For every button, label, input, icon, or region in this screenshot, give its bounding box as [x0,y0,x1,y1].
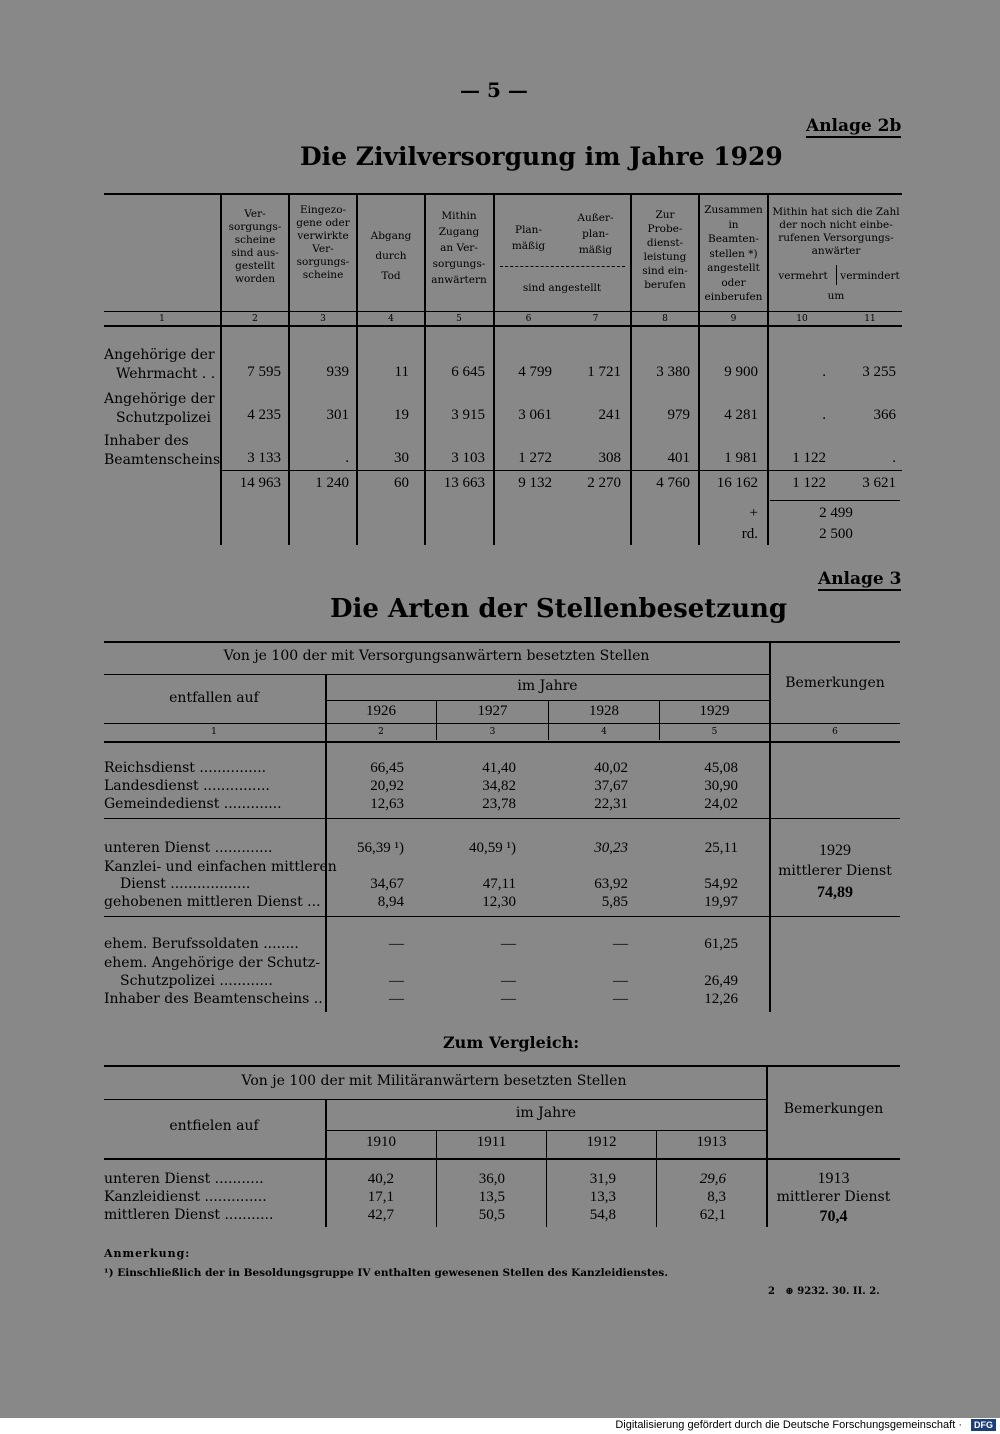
t3-year: 1910 [366,1134,396,1150]
t2-cell: 25,11 [704,840,738,856]
t2-cell: 12,30 [482,894,516,910]
t2-cell: 12,63 [370,796,404,812]
t1-plus: + [749,505,758,521]
t3-cell: 40,2 [367,1171,394,1187]
t1-cell: 979 [667,407,690,423]
t1-cell: 401 [667,450,690,466]
t2-cell: — [613,936,628,952]
t1-total-cell: 1 240 [315,475,349,491]
t2-im-jahre: im Jahre [517,678,578,694]
t2-cell: 54,92 [704,876,738,892]
t1-row-label: Angehörige der Wehrmacht . . [104,347,216,382]
t2-cell: — [501,991,516,1007]
t1-total-cell: 4 760 [656,475,690,491]
t2-row-label: Dienst .................. [120,876,251,892]
t2-cell: 12,26 [704,991,738,1007]
t2-bemerkungen: Bemerkungen [785,675,885,691]
t2-cell: — [501,936,516,952]
t1-header-zugang: Mithin Zugang an Ver- sorgungs- anwärtern [431,210,487,286]
t2-cell: 8,94 [377,894,404,910]
t1-header-vermehrt: vermehrt [778,270,828,282]
t1-cell: 4 235 [247,407,281,423]
t1-total-cell: 16 162 [716,475,758,491]
t2-remark: 1929 mittlerer Dienst 74,89 [778,842,892,901]
t3-year: 1912 [586,1134,617,1150]
t1-rd: rd. [741,526,758,542]
t2-colnum: 5 [711,727,718,737]
t1-header-vermindert: vermindert [840,270,900,282]
t2-row-label: ehem. Berufssoldaten ........ [104,936,299,952]
t1-cell: 3 103 [451,450,485,466]
t2-top-header: Von je 100 der mit Versorgungsanwärtern besetzten Stellen [223,648,650,664]
t1-colnum: 6 [525,314,532,324]
t1-cell: 3 255 [862,364,896,380]
t2-row-label: Schutzpolizei ............ [120,973,273,989]
t2-row-label: Landesdienst ............... [104,778,270,794]
t1-colnum: 11 [864,314,876,324]
t1-header-ausserplanmaessig: Außer- plan- mäßig [577,212,614,256]
t3-year: 1911 [476,1134,507,1150]
t2-cell: 20,92 [370,778,404,794]
t1-total-cell: 2 270 [587,475,621,491]
t1-total-cell: 9 132 [518,475,552,491]
t3-cell: 13,3 [589,1189,616,1205]
t3-cell: 8,3 [707,1189,726,1205]
t2-cell: 26,49 [704,973,738,989]
t3-top-header: Von je 100 der mit Militäranwärtern besetzten Stellen [241,1073,627,1089]
t2-row-label: Reichsdienst ............... [104,760,267,776]
t1-cell: 30 [394,450,409,466]
t1-cell: . [822,407,826,423]
t3-cell: 36,0 [478,1171,505,1187]
t3-cell: 29,6 [699,1171,726,1187]
t1-header-eingezogene: Eingezo- gene oder verwirkte Ver- sorgungs- scheine [296,204,350,281]
t2-cell: 24,02 [704,796,738,812]
t1-colnum: 9 [730,314,737,324]
t2-cell: — [613,973,628,989]
t1-cell: 3 380 [656,364,690,380]
t1-total-cell: 14 963 [239,475,281,491]
t1-cell: 301 [326,407,349,423]
t3-cell: 50,5 [478,1207,505,1223]
t2-year: 1929 [699,703,730,719]
t2-cell: 34,82 [482,778,516,794]
t3-row-label: Kanzleidienst .............. [104,1189,267,1205]
t1-cell: 241 [598,407,621,423]
t3-entfielen: entfielen auf [169,1118,259,1134]
t2-colnum: 6 [832,727,838,737]
t2-year: 1926 [366,703,396,719]
t1-cell: 11 [394,364,409,380]
t3-cell: 13,5 [478,1189,505,1205]
footnote-text: ¹) Einschließlich der in Besoldungsgruppe IV enthalten gewesenen Stellen des Kanzleidienstes. [104,1267,668,1279]
t1-cell: 366 [873,407,896,423]
t2-row-label: Inhaber des Beamtenscheins .. [104,991,323,1007]
t2-cell: — [389,936,404,952]
t1-colnum: 4 [388,314,394,324]
dfg-logo: DFG [971,1419,996,1431]
t2-cell: 19,97 [704,894,738,910]
t1-colnum: 1 [159,314,165,324]
t1-rd-value: 2 500 [819,526,853,542]
t2-cell: 41,40 [482,760,516,776]
title-zivilversorgung: Die Zivilversorgung im Jahre 1929 [300,142,783,171]
t1-cell: . [345,450,349,466]
t1-header-probedienst: Zur Probe- dienst- leistung sind ein- berufen [642,209,688,291]
t2-cell: — [389,973,404,989]
t2-colnum: 4 [601,727,607,737]
t1-colnum: 2 [252,314,258,324]
t1-total-cell: 3 621 [862,475,896,491]
t2-row-label: gehobenen mittleren Dienst ... [104,894,321,910]
t2-year: 1928 [589,703,619,719]
t2-cell: 47,11 [482,876,516,892]
t3-bemerkungen: Bemerkungen [783,1101,884,1117]
t2-colnum: 2 [378,727,384,737]
page-number: — 5 — [460,78,528,102]
t2-cell: 23,78 [482,796,516,812]
t2-row-label: ehem. Angehörige der Schutz- [104,955,321,971]
t2-row-label: Gemeindedienst ............. [104,796,282,812]
t1-header-zusammen: Zusammen in Beamten- stellen *) angestellt oder einberufen [704,204,763,303]
t1-cell: 939 [326,364,349,380]
t1-total-cell: 60 [394,475,409,491]
t2-cell: 37,67 [594,778,628,794]
t2-cell: 61,25 [704,936,738,952]
t3-year: 1913 [696,1134,727,1150]
t2-cell: — [389,991,404,1007]
t1-total-cell: 1 122 [792,475,826,491]
t3-cell: 54,8 [589,1207,616,1223]
t2-row-label: unteren Dienst ............. [104,840,273,856]
vergleich-heading: Zum Vergleich: [443,1033,580,1052]
t2-cell: 56,39 ¹) [357,840,404,856]
t1-total-cell: 13 663 [443,475,485,491]
t2-cell: 45,08 [704,760,738,776]
t2-colnum: 3 [489,727,496,737]
t3-cell: 17,1 [367,1189,394,1205]
t2-cell: 34,67 [370,876,404,892]
title-stellenbesetzung: Die Arten der Stellenbesetzung [330,594,788,624]
t1-cell: 6 645 [451,364,485,380]
t3-row-label: mittleren Dienst ........... [104,1207,274,1223]
t2-entfallen: entfallen auf [169,690,259,706]
anlage-2b-label: Anlage 2b [806,116,902,136]
t2-cell: — [501,973,516,989]
t1-header-abgang: Abgang durch Tod [370,230,412,282]
t2-cell: 30,90 [704,778,738,794]
t2-cell: 66,45 [370,760,404,776]
t1-cell: 1 721 [587,364,621,380]
t2-cell: 22,31 [594,796,628,812]
t1-colnum: 7 [592,314,599,324]
dfg-bar [0,1418,1000,1434]
t3-cell: 42,7 [367,1207,394,1223]
t1-row-label: Inhaber des Beamtenscheins [104,433,221,468]
t1-cell: 4 799 [518,364,552,380]
t2-cell: 40,02 [594,760,628,776]
t1-cell: 3 133 [247,450,281,466]
t1-cell: 3 915 [451,407,485,423]
t2-cell: 63,92 [594,876,628,892]
t2-cell: 30,23 [594,840,628,856]
dfg-text: Digitalisierung gefördert durch die Deutsche Forschungsgemeinschaft · [615,1419,962,1431]
t1-row-label: Angehörige der Schutzpolizei [104,391,215,426]
t1-header-sind-angestellt: sind angestellt [522,282,602,294]
t1-cell: 9 900 [724,364,758,380]
t3-row-label: unteren Dienst ........... [104,1171,264,1187]
t1-cell: 1 981 [724,450,758,466]
t1-colnum: 8 [662,314,668,324]
t1-header-ausgestellt: Ver- sorgungs- scheine sind aus- gestellt worden [228,208,282,285]
t1-plus-value: 2 499 [819,505,853,521]
t1-cell: 7 595 [247,364,281,380]
anmerkung-label: Anmerkung: [104,1247,191,1260]
t1-colnum: 5 [456,314,462,324]
t3-im-jahre: im Jahre [515,1105,577,1121]
t1-cell: 19 [394,407,409,423]
t2-cell: — [613,991,628,1007]
t1-colnum: 3 [320,314,326,324]
t2-cell: 5,85 [601,894,628,910]
t3-remark: 1913 mittlerer Dienst 70,4 [776,1170,891,1225]
t2-year: 1927 [477,703,508,719]
t1-header-planmaessig: Plan- mäßig [511,224,546,252]
t1-cell: 1 122 [792,450,826,466]
t2-cell: 40,59 ¹) [469,840,516,856]
t1-cell: 4 281 [724,407,758,423]
t1-colnum: 10 [796,314,808,324]
anlage-3-label: Anlage 3 [818,569,902,589]
t3-cell: 62,1 [699,1207,726,1223]
t1-cell: 3 061 [518,407,552,423]
t1-cell: . [822,364,826,380]
t1-header-mithin: Mithin hat sich die Zahl der noch nicht einbe- rufenen Versorgungs- anwärter [772,206,900,257]
t3-cell: 31,9 [589,1171,616,1187]
t1-cell: 308 [598,450,621,466]
printer-mark: 2 ⊕ 9232. 30. II. 2. [768,1286,880,1297]
t2-row-label: Kanzlei- und einfachen mittleren [104,859,337,875]
t1-cell: 1 272 [518,450,552,466]
t1-cell: . [892,450,896,466]
t2-colnum: 1 [211,727,217,737]
t1-header-um: um [827,290,845,302]
